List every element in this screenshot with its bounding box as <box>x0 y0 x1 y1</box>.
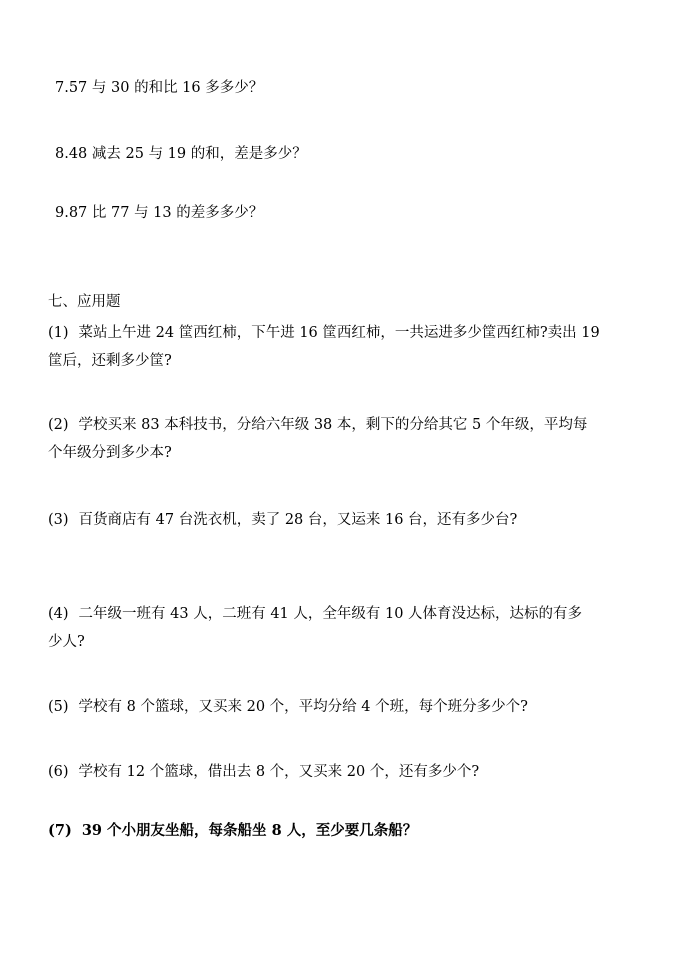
problem-number: (2) <box>48 417 69 433</box>
problem-text: 二年级一班有 43 人，二班有 41 人，全年级有 10 人体育没达标，达标的有多 <box>78 606 583 622</box>
problem-5-line-1 <box>48 693 642 721</box>
problem-4-line-1 <box>48 600 642 628</box>
problem-3-line-1 <box>48 506 642 534</box>
word-problem-3 <box>48 506 642 534</box>
problem-1-line-2: 筐后，还剩多少筐? <box>48 353 172 369</box>
word-problem-1 <box>48 319 642 375</box>
problem-text: 39 个小朋友坐船，每条船坐 8 人，至少要几条船？ <box>81 822 418 839</box>
problem-number: (5) <box>48 699 69 715</box>
problem-7-line-1 <box>48 817 642 845</box>
problem-text: 百货商店有 47 台洗衣机，卖了 28 台，又运来 16 台，还有多少台? <box>78 512 518 528</box>
problem-2-line-1 <box>48 411 642 439</box>
problem-number: (7) <box>48 822 72 839</box>
section-title: 七、应用题 <box>48 294 121 310</box>
problem-text: 学校买来 83 本科技书，分给六年级 38 本，剩下的分给其它 5 个年级，平均每 <box>78 417 588 433</box>
exercise-7: 7.57 与 30 的和比 16 多多少？ <box>55 80 264 96</box>
problem-text: 学校有 8 个篮球，又买来 20 个，平均分给 4 个班，每个班分多少个? <box>78 699 528 715</box>
word-problem-5 <box>48 693 642 721</box>
problem-number: (1) <box>48 325 69 341</box>
problem-1-line-1 <box>48 319 642 347</box>
problem-6-line-1 <box>48 758 642 786</box>
problem-2-line-2: 个年级分到多少本? <box>48 445 172 461</box>
word-problem-2 <box>48 411 642 467</box>
problem-number: (6) <box>48 764 69 780</box>
problem-4-line-2: 少人? <box>48 634 85 650</box>
problem-text: 菜站上午进 24 筐西红柿，下午进 16 筐西红柿，一共运进多少筐西红柿?卖出 19 <box>78 325 600 341</box>
word-problem-7 <box>48 817 642 845</box>
problem-number: (4) <box>48 606 69 622</box>
problem-text: 学校有 12 个篮球，借出去 8 个，又买来 20 个，还有多少个? <box>78 764 480 780</box>
exercise-9: 9.87 比 77 与 13 的差多多少？ <box>55 205 264 221</box>
word-problem-4 <box>48 600 642 656</box>
word-problem-6 <box>48 758 642 786</box>
exercise-8: 8.48 减去 25 与 19 的和，差是多少？ <box>55 146 307 162</box>
problem-number: (3) <box>48 512 69 528</box>
